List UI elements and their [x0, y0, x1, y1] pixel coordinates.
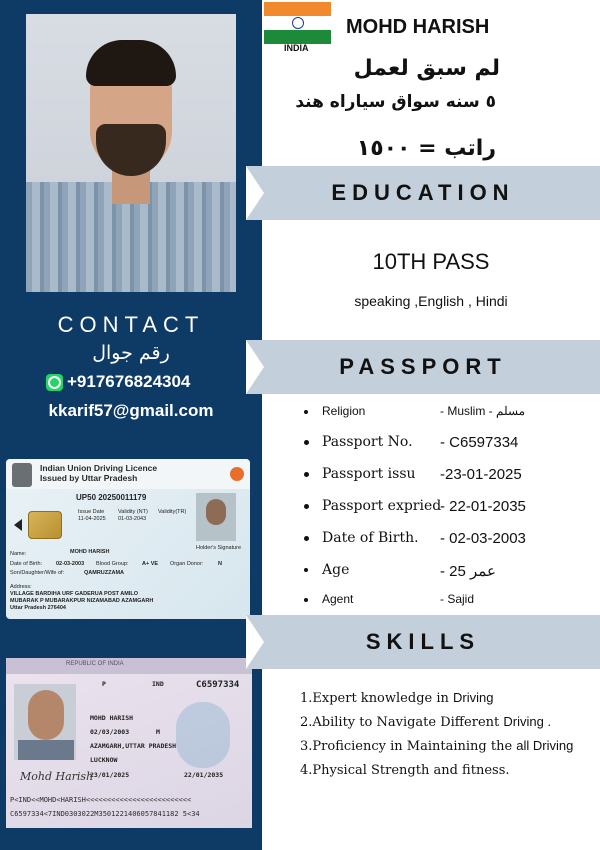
licence-address-line1: VILLAGE BARDIHA URF GADERUA POST AMILO	[10, 591, 139, 597]
list-item	[304, 434, 594, 454]
india-flag-icon	[264, 2, 331, 44]
skill-suffix: Driving .	[503, 714, 552, 729]
licence-dob-label: Date of Birth:	[10, 561, 43, 567]
skill-text: 1.Expert knowledge in	[300, 691, 453, 706]
detail-label: Date of Birth.	[322, 530, 419, 546]
list-item	[304, 562, 594, 582]
profile-photo	[26, 14, 236, 292]
licence-blood: A+ VE	[142, 561, 159, 567]
detail-label: Passport issu	[322, 466, 416, 482]
bullet-icon	[304, 536, 309, 541]
languages: speaking ,English , Hindi	[354, 293, 508, 309]
licence-validity-nt-label: Validity (NT)	[118, 509, 148, 515]
emblem-icon	[12, 463, 32, 487]
licence-address-line2: MUBARAK P MUBARAKPUR NIZAMABAD AZAMGARH	[10, 598, 154, 604]
list-item	[304, 466, 594, 486]
candidate-name: MOHD HARISH	[346, 16, 490, 38]
detail-label: Religion	[322, 404, 366, 418]
bullet-icon	[304, 410, 308, 414]
list-item	[300, 738, 573, 762]
detail-value: - عمر 25	[440, 563, 496, 580]
list-item	[304, 530, 594, 550]
education-level: 10TH PASS	[372, 249, 490, 274]
passport-card-dob: 02/03/2003	[90, 728, 130, 736]
arabic-line-3: راتب = ١٥٠٠	[356, 136, 496, 161]
licence-donor: N	[218, 561, 222, 567]
list-item	[300, 690, 573, 714]
skills-heading: SKILLS	[365, 629, 481, 654]
email-address[interactable]: kkarif57@gmail.com	[48, 401, 214, 420]
bullet-icon	[304, 568, 308, 572]
whatsapp-icon	[46, 374, 63, 391]
bullet-icon	[304, 440, 309, 445]
passport-mrz-line2: C6597334<7IND0303022M3501221406057841182 5<34	[10, 810, 200, 818]
sidebar	[0, 0, 262, 850]
chip-icon	[28, 511, 62, 539]
detail-value: - Sajid	[440, 592, 475, 606]
list-item	[304, 404, 594, 424]
bullet-icon	[304, 598, 308, 602]
skill-text: 3.Proficiency in Maintaining the	[300, 739, 517, 754]
detail-value: - 02-03-2003	[440, 530, 526, 547]
contact-heading: CONTACT	[57, 312, 205, 337]
detail-label: Passport No.	[322, 434, 413, 450]
passport-card-type: P	[102, 680, 106, 688]
bullet-icon	[304, 472, 309, 477]
skill-suffix: Driving	[453, 690, 494, 705]
driving-licence-image	[6, 459, 250, 619]
licence-name: MOHD HARISH	[70, 549, 110, 555]
country-label: INDIA	[284, 43, 309, 53]
contact-arabic-label: رقم جوال	[92, 342, 170, 364]
licence-blood-label: Blood Group:	[96, 561, 129, 567]
passport-heading: PASSPORT	[339, 354, 507, 379]
passport-image	[6, 658, 252, 828]
licence-address-line3: Uttar Pradesh 276404	[10, 605, 66, 611]
licence-issue-date: 11-04-2025	[78, 516, 106, 522]
licence-dob: 02-03-2003	[56, 561, 85, 567]
passport-card-expiry-date: 22/01/2035	[184, 771, 224, 779]
licence-relation: QAMRUZZAMA	[84, 570, 125, 576]
passport-card-sex: M	[156, 728, 160, 736]
detail-value: -23-01-2025	[440, 466, 522, 483]
detail-label: Age	[322, 562, 350, 578]
detail-value: - Muslim - مسلم	[440, 404, 526, 418]
passport-card-birthplace: AZAMGARH,UTTAR PRADESH	[90, 742, 177, 750]
arabic-line-2: ٥ سنه سواق سياراه هند	[295, 92, 496, 112]
phone-row[interactable]	[46, 372, 190, 392]
arabic-line-1: لم سبق لعمل	[353, 56, 500, 81]
passport-card-code: IND	[152, 680, 164, 688]
passport-card-header: REPUBLIC OF INDIA	[66, 661, 124, 667]
skills-banner	[246, 615, 600, 669]
passport-ghost-photo	[176, 702, 230, 768]
passport-card-number: C6597334	[196, 680, 240, 690]
bullet-icon	[304, 504, 309, 509]
passport-mrz-line1: P<IND<<MOHD<HARISH<<<<<<<<<<<<<<<<<<<<<<<<<	[10, 796, 192, 804]
licence-validity-tr-label: Validity(TR)	[158, 509, 187, 515]
list-item	[300, 762, 573, 786]
licence-number: UP50 20250011179	[76, 493, 147, 502]
licence-title: Indian Union Driving Licence	[40, 463, 158, 473]
detail-label: Passport expried	[322, 498, 442, 514]
list-item	[300, 714, 573, 738]
list-item	[304, 592, 594, 612]
licence-validity-nt: 01-03-2043	[118, 516, 147, 522]
arrow-left-icon	[14, 519, 22, 531]
licence-name-label: Name:	[10, 551, 27, 557]
state-badge-icon	[230, 467, 244, 481]
licence-address-label: Address:	[10, 584, 32, 590]
licence-photo	[196, 493, 236, 541]
skill-text: 2.Ability to Navigate Different	[300, 715, 504, 730]
licence-issuer: Issued by Uttar Pradesh	[40, 473, 138, 483]
passport-banner	[246, 340, 600, 394]
skill-text: 4.Physical Strength and fitness.	[300, 763, 510, 778]
licence-issue-label: Issue Date	[78, 509, 105, 515]
detail-value: - 22-01-2035	[440, 498, 526, 515]
list-item	[304, 498, 594, 518]
licence-donor-label: Organ Donor:	[170, 561, 204, 567]
passport-signature: Mohd Harish	[20, 770, 94, 783]
phone-number[interactable]: +917676824304	[67, 372, 191, 391]
education-banner	[246, 166, 600, 220]
passport-photo	[14, 684, 76, 760]
skill-suffix: all Driving	[516, 738, 574, 753]
passport-card-issue-date: 23/01/2025	[90, 771, 130, 779]
passport-card-surname: MOHD HARISH	[90, 714, 134, 722]
skills-list	[300, 690, 573, 786]
detail-label: Agent	[322, 592, 354, 606]
detail-value: - C6597334	[440, 434, 519, 451]
licence-relation-label: Son/Daughter/Wife of:	[10, 570, 65, 576]
holder-signature-label: Holder's Signature	[196, 545, 242, 551]
passport-card-issue-place: LUCKNOW	[90, 756, 118, 764]
education-heading: EDUCATION	[331, 180, 515, 205]
